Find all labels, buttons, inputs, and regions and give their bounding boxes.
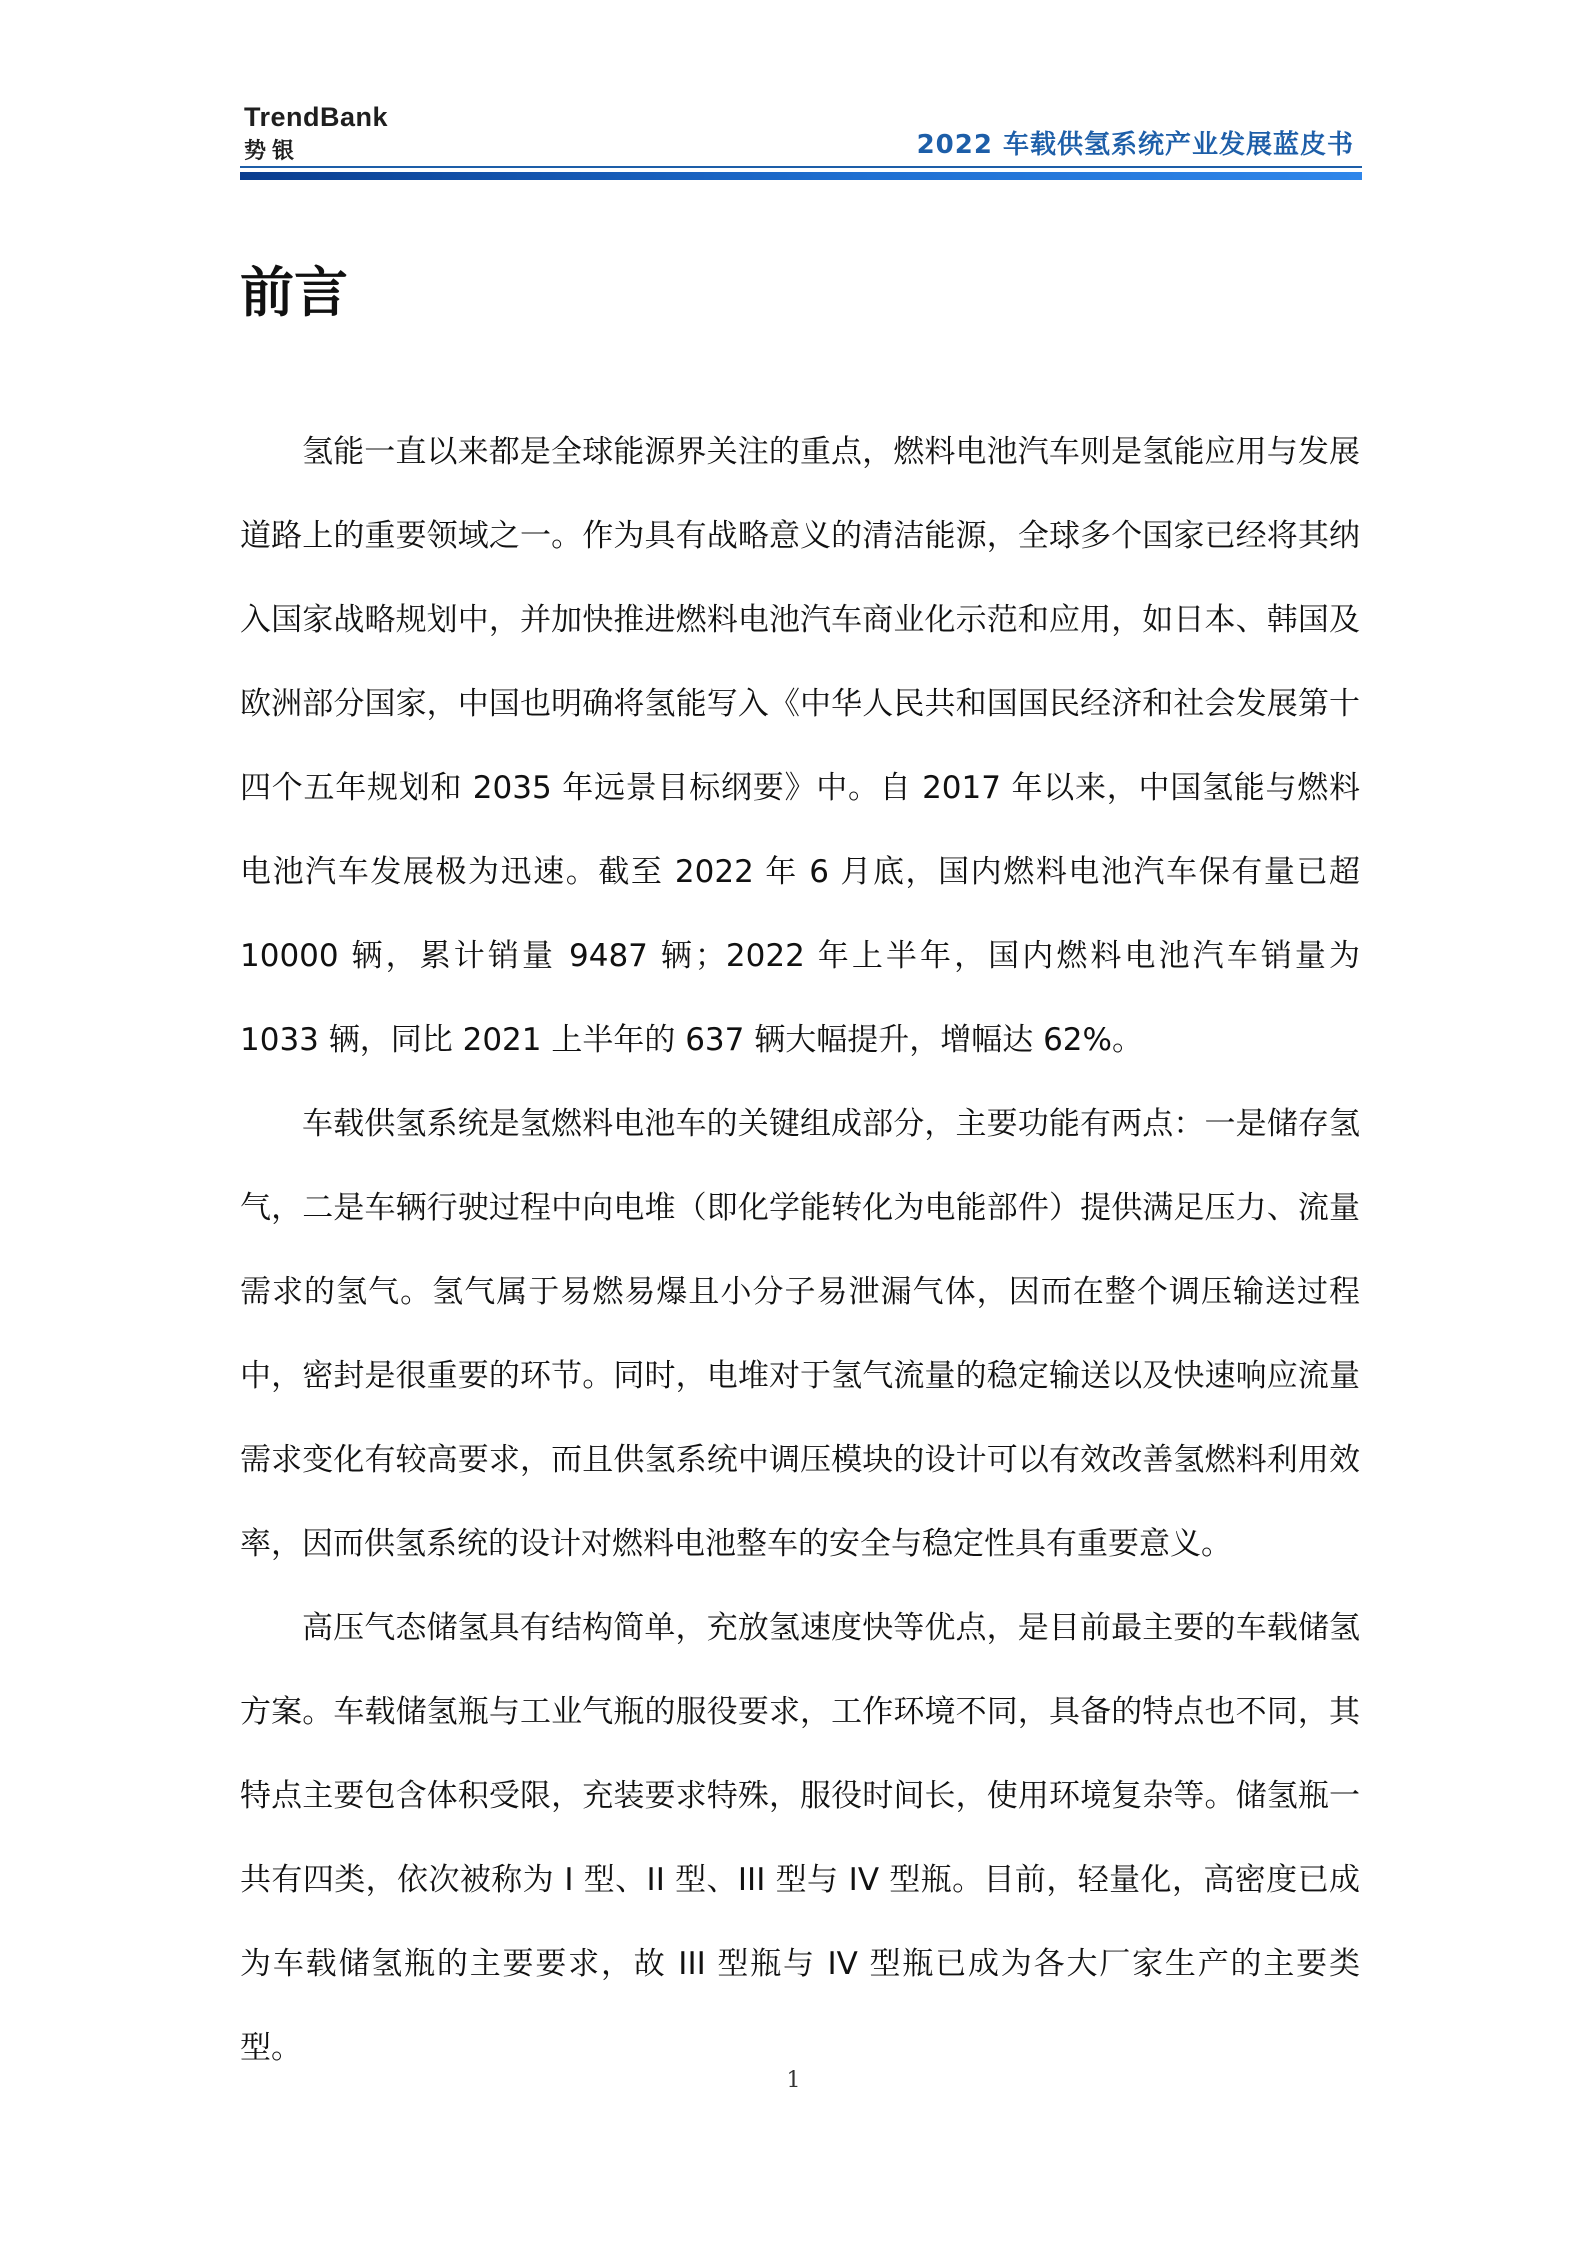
- report-title: 2022 车载供氢系统产业发展蓝皮书: [916, 130, 1354, 160]
- brand-logo-chinese: 势银: [244, 139, 301, 164]
- header-divider-thin: [240, 166, 1362, 168]
- page-title: 前言: [240, 261, 348, 324]
- page-header: [240, 100, 1362, 180]
- paragraph-intro: 氢能一直以来都是全球能源界关注的重点，燃料电池汽车则是氢能应用与发展道路上的重要领域之一。作为具有战略意义的清洁能源，全球多个国家已经将其纳入国家战略规划中，并加快推进燃料电池汽车商业化示范和应用，如日本、韩国及欧洲部分国家，中国也明确将氢能写入《中华人民共和国国民经济和社会发展第十四个五年规划和 2035 年远景目标纲要》中。自 2017 年以来，中国氢能与燃料电池汽车发展极为迅速。截至 2022 年 6 月底，国内燃料电池汽车保有量已超 10000 辆，累计销量 9487 辆；2022 年上半年，国内燃料电池汽车销量为 1033 辆，同比 2021 上半年的 637 辆大幅提升，增幅达 62%。: [240, 434, 1360, 1058]
- brand-logo-wordmark: TrendBank: [244, 102, 389, 132]
- paragraph-hydrogen-supply-system: 车载供氢系统是氢燃料电池车的关键组成部分，主要功能有两点：一是储存氢气，二是车辆行驶过程中向电堆（即化学能转化为电能部件）提供满足压力、流量需求的氢气。氢气属于易燃易爆且小分子易泄漏气体，因而在整个调压输送过程中，密封是很重要的环节。同时，电堆对于氢气流量的稳定输送以及快速响应流量需求变化有较高要求，而且供氢系统中调压模块的设计可以有效改善氢燃料利用效率，因而供氢系统的设计对燃料电池整车的安全与稳定性具有重要意义。: [240, 1106, 1360, 1562]
- header-divider-bar: [240, 172, 1362, 180]
- paragraph-high-pressure-storage: 高压气态储氢具有结构简单，充放氢速度快等优点，是目前最主要的车载储氢方案。车载储氢瓶与工业气瓶的服役要求，工作环境不同，具备的特点也不同，其特点主要包含体积受限，充装要求特殊，服役时间长，使用环境复杂等。储氢瓶一共有四类，依次被称为 I 型、II 型、III 型与 IV 型瓶。目前，轻量化，高密度已成为车载储氢瓶的主要要求，故 III 型瓶与 IV 型瓶已成为各大厂家生产的主要类型。: [240, 1610, 1360, 2066]
- page-number: 1: [786, 2068, 801, 2093]
- body-text: [240, 410, 1360, 2090]
